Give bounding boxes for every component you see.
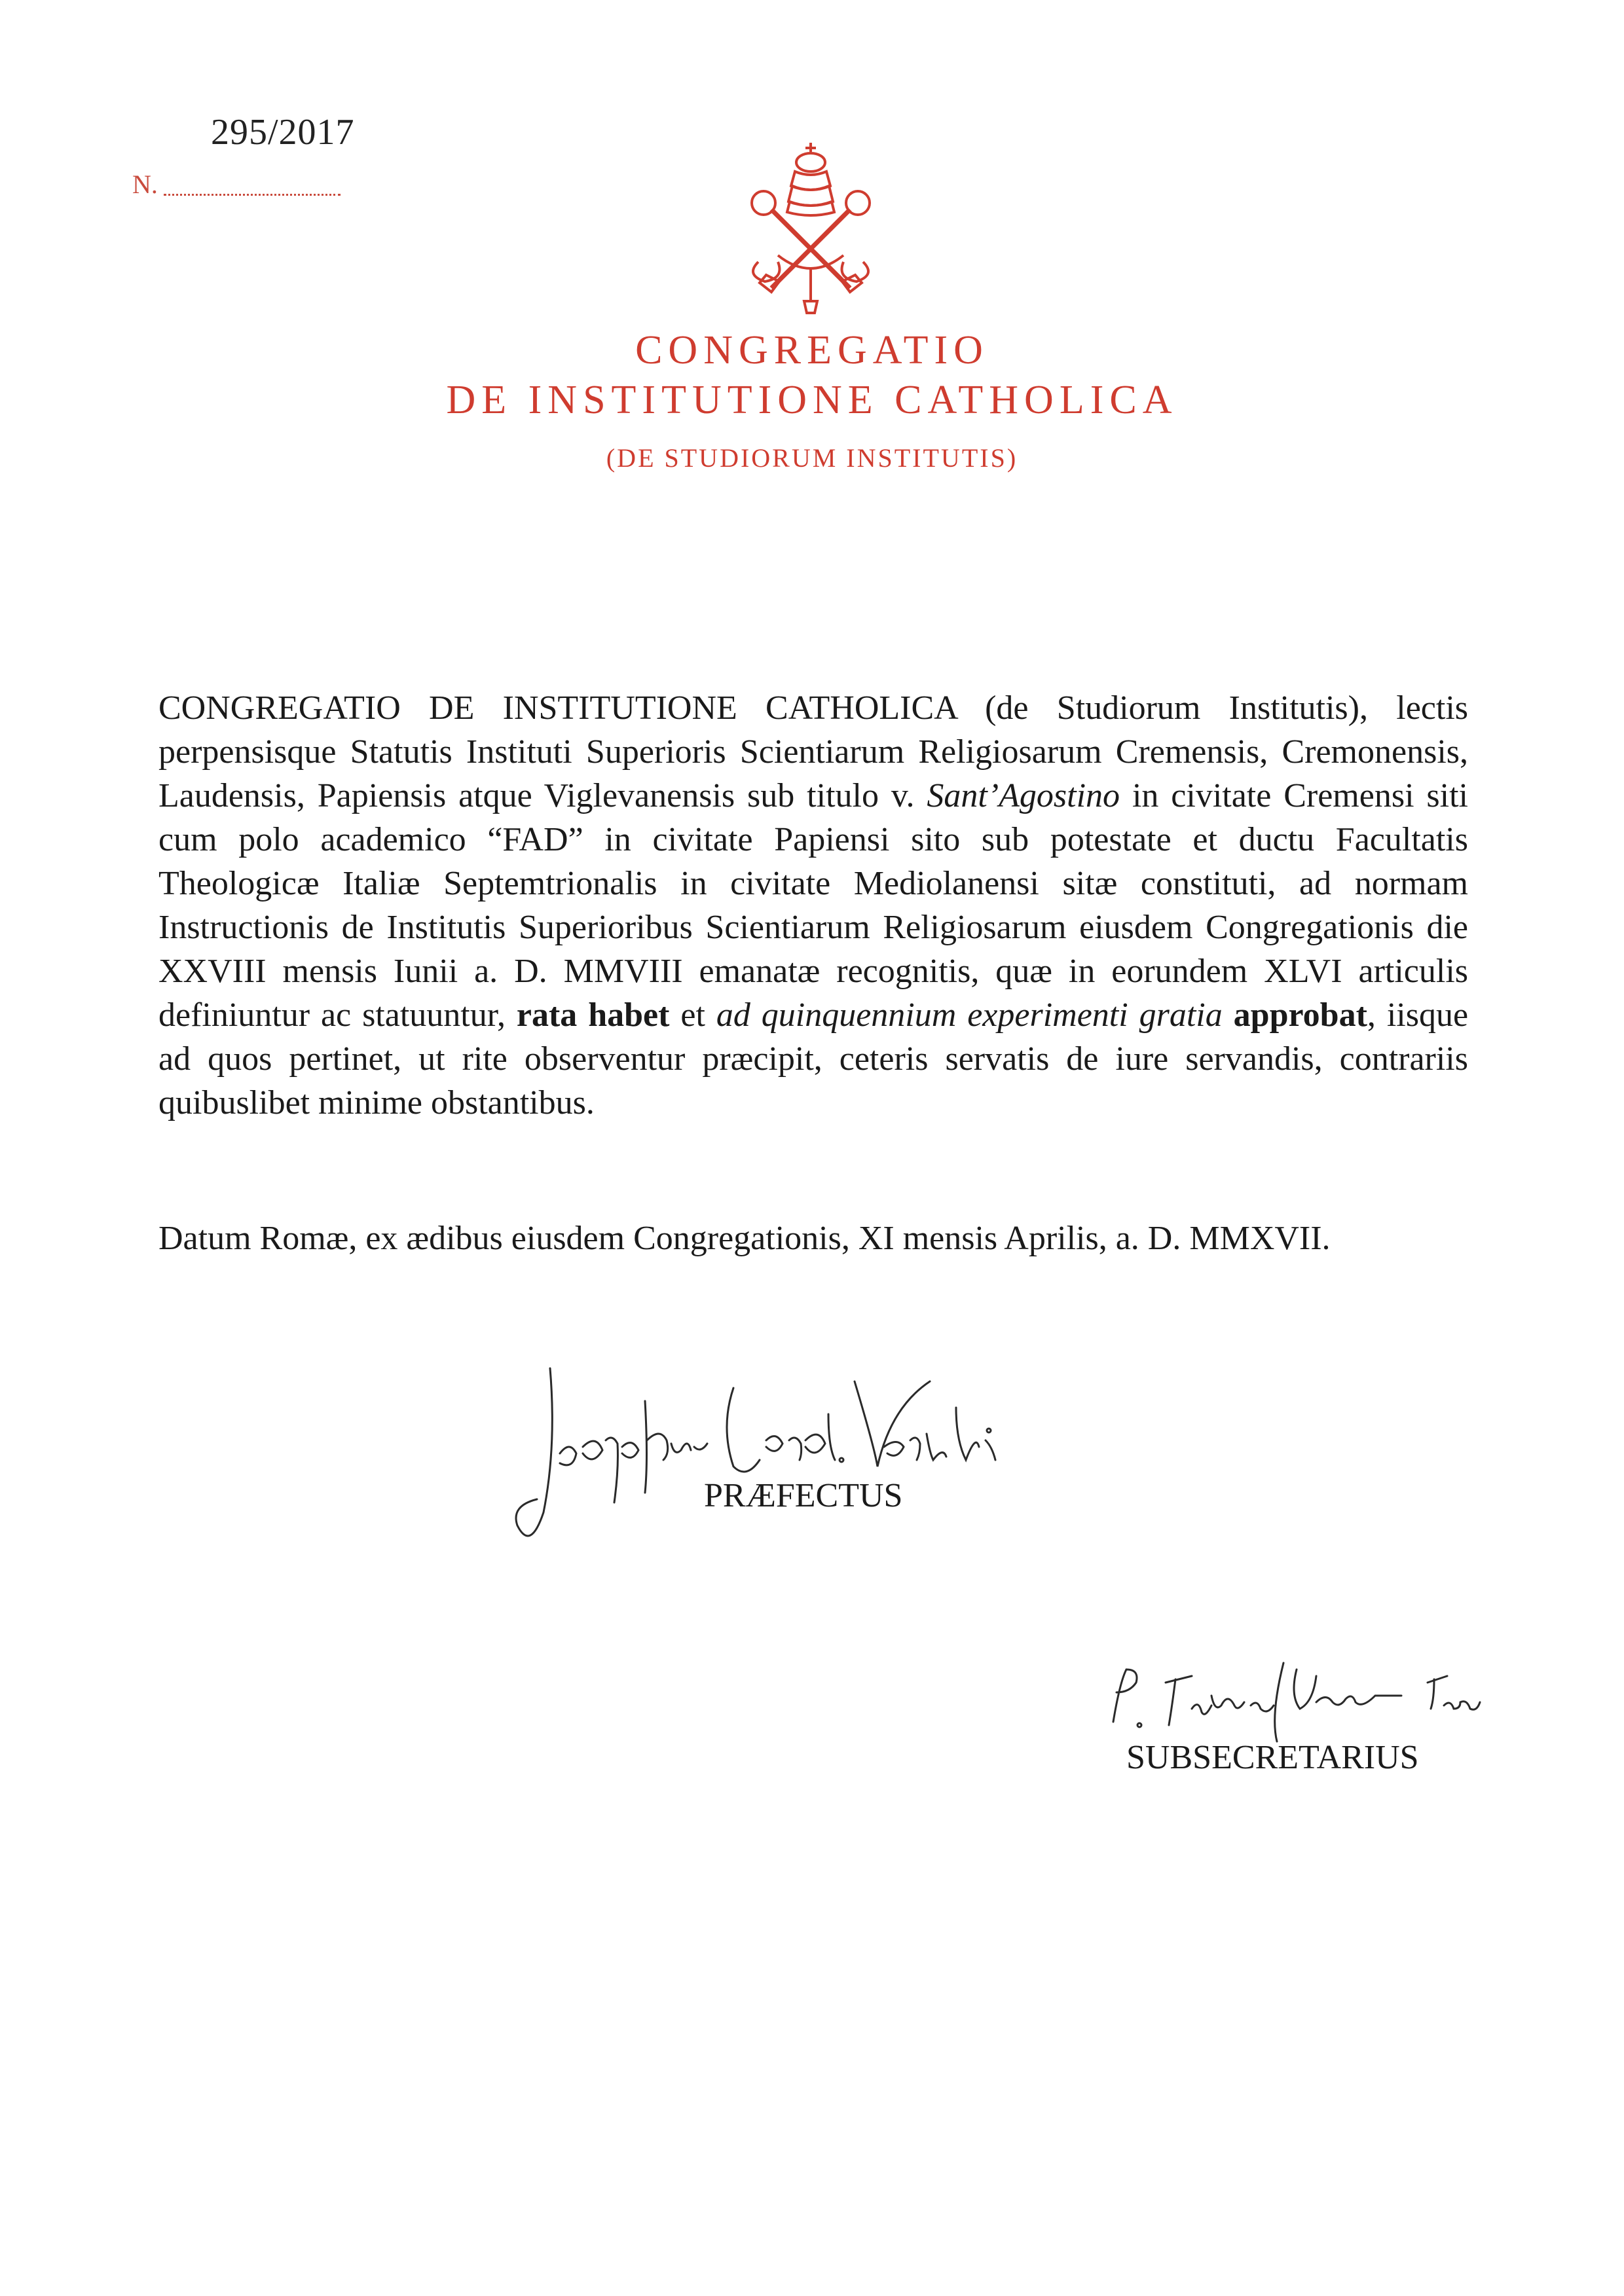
protocol-number: 295/2017 <box>211 112 355 153</box>
protocol-prefix: N. <box>132 170 158 199</box>
decree-body <box>158 686 1468 1125</box>
decree-italic-phrase: ad quinquennium experimenti gratia <box>716 996 1223 1034</box>
letterhead-line-3: (DE STUDIORUM INSTITUTIS) <box>606 443 1018 473</box>
date-text: Datum Romæ, ex ædibus eiusdem Congregationis, XI mensis Aprilis, a. D. MMXVII. <box>158 1220 1331 1257</box>
prefect-signature <box>498 1342 1061 1558</box>
decree-text: et <box>669 996 716 1034</box>
decree-text <box>1223 996 1234 1034</box>
subsecretary-signature <box>1100 1643 1519 1748</box>
subsecretary-title: SUBSECRETARIUS <box>1126 1739 1419 1776</box>
decree-text: in civitate Cremensi siti cum polo academico “FAD” in civitate Papiensi sito sub potestate et ductu Facultatis Theologicæ Italiæ Septemtrionalis in civitate Mediolanensi sitæ constituti, ad normam Instructionis de Institutis Superioribus Scientiarum Religiosarum eiusdem Congregationis die XXVIII mensis Iunii a. D. MMVIII emanatæ recognitis, quæ in eorundem XLVI articulis definiuntur ac statuuntur, <box>158 777 1468 1034</box>
letterhead-line-1: CONGREGATIO <box>635 328 989 373</box>
protocol-dotted-line <box>164 194 341 196</box>
decree-emphasis: rata habet <box>516 996 670 1034</box>
decree-emphasis: approbat <box>1233 996 1367 1034</box>
letterhead-line-2: DE INSTITUTIONE CATHOLICA <box>446 378 1178 422</box>
papal-coat-of-arms-icon <box>732 137 889 314</box>
decree-text: , iisque ad quos pertinet, ut rite observentur præcipit, ceteris servatis de iure servandis, contrariis quibuslibet minime obstantibus. <box>158 996 1469 1121</box>
decree-text: CONGREGATIO DE INSTITUTIONE CATHOLICA (de Studiorum Institutis), lectis perpensisque Statutis Instituti Superioris Scientiarum Religiosarum Cremensis, Cremonensis, Laudensis, Papiensis atque Viglevanensis sub titulo v. <box>158 689 1468 814</box>
institute-title: Sant’Agostino <box>927 777 1120 814</box>
prefect-title: PRÆFECTUS <box>704 1477 903 1514</box>
date-line <box>158 1216 1468 1260</box>
decree-paragraph <box>158 686 1468 1125</box>
